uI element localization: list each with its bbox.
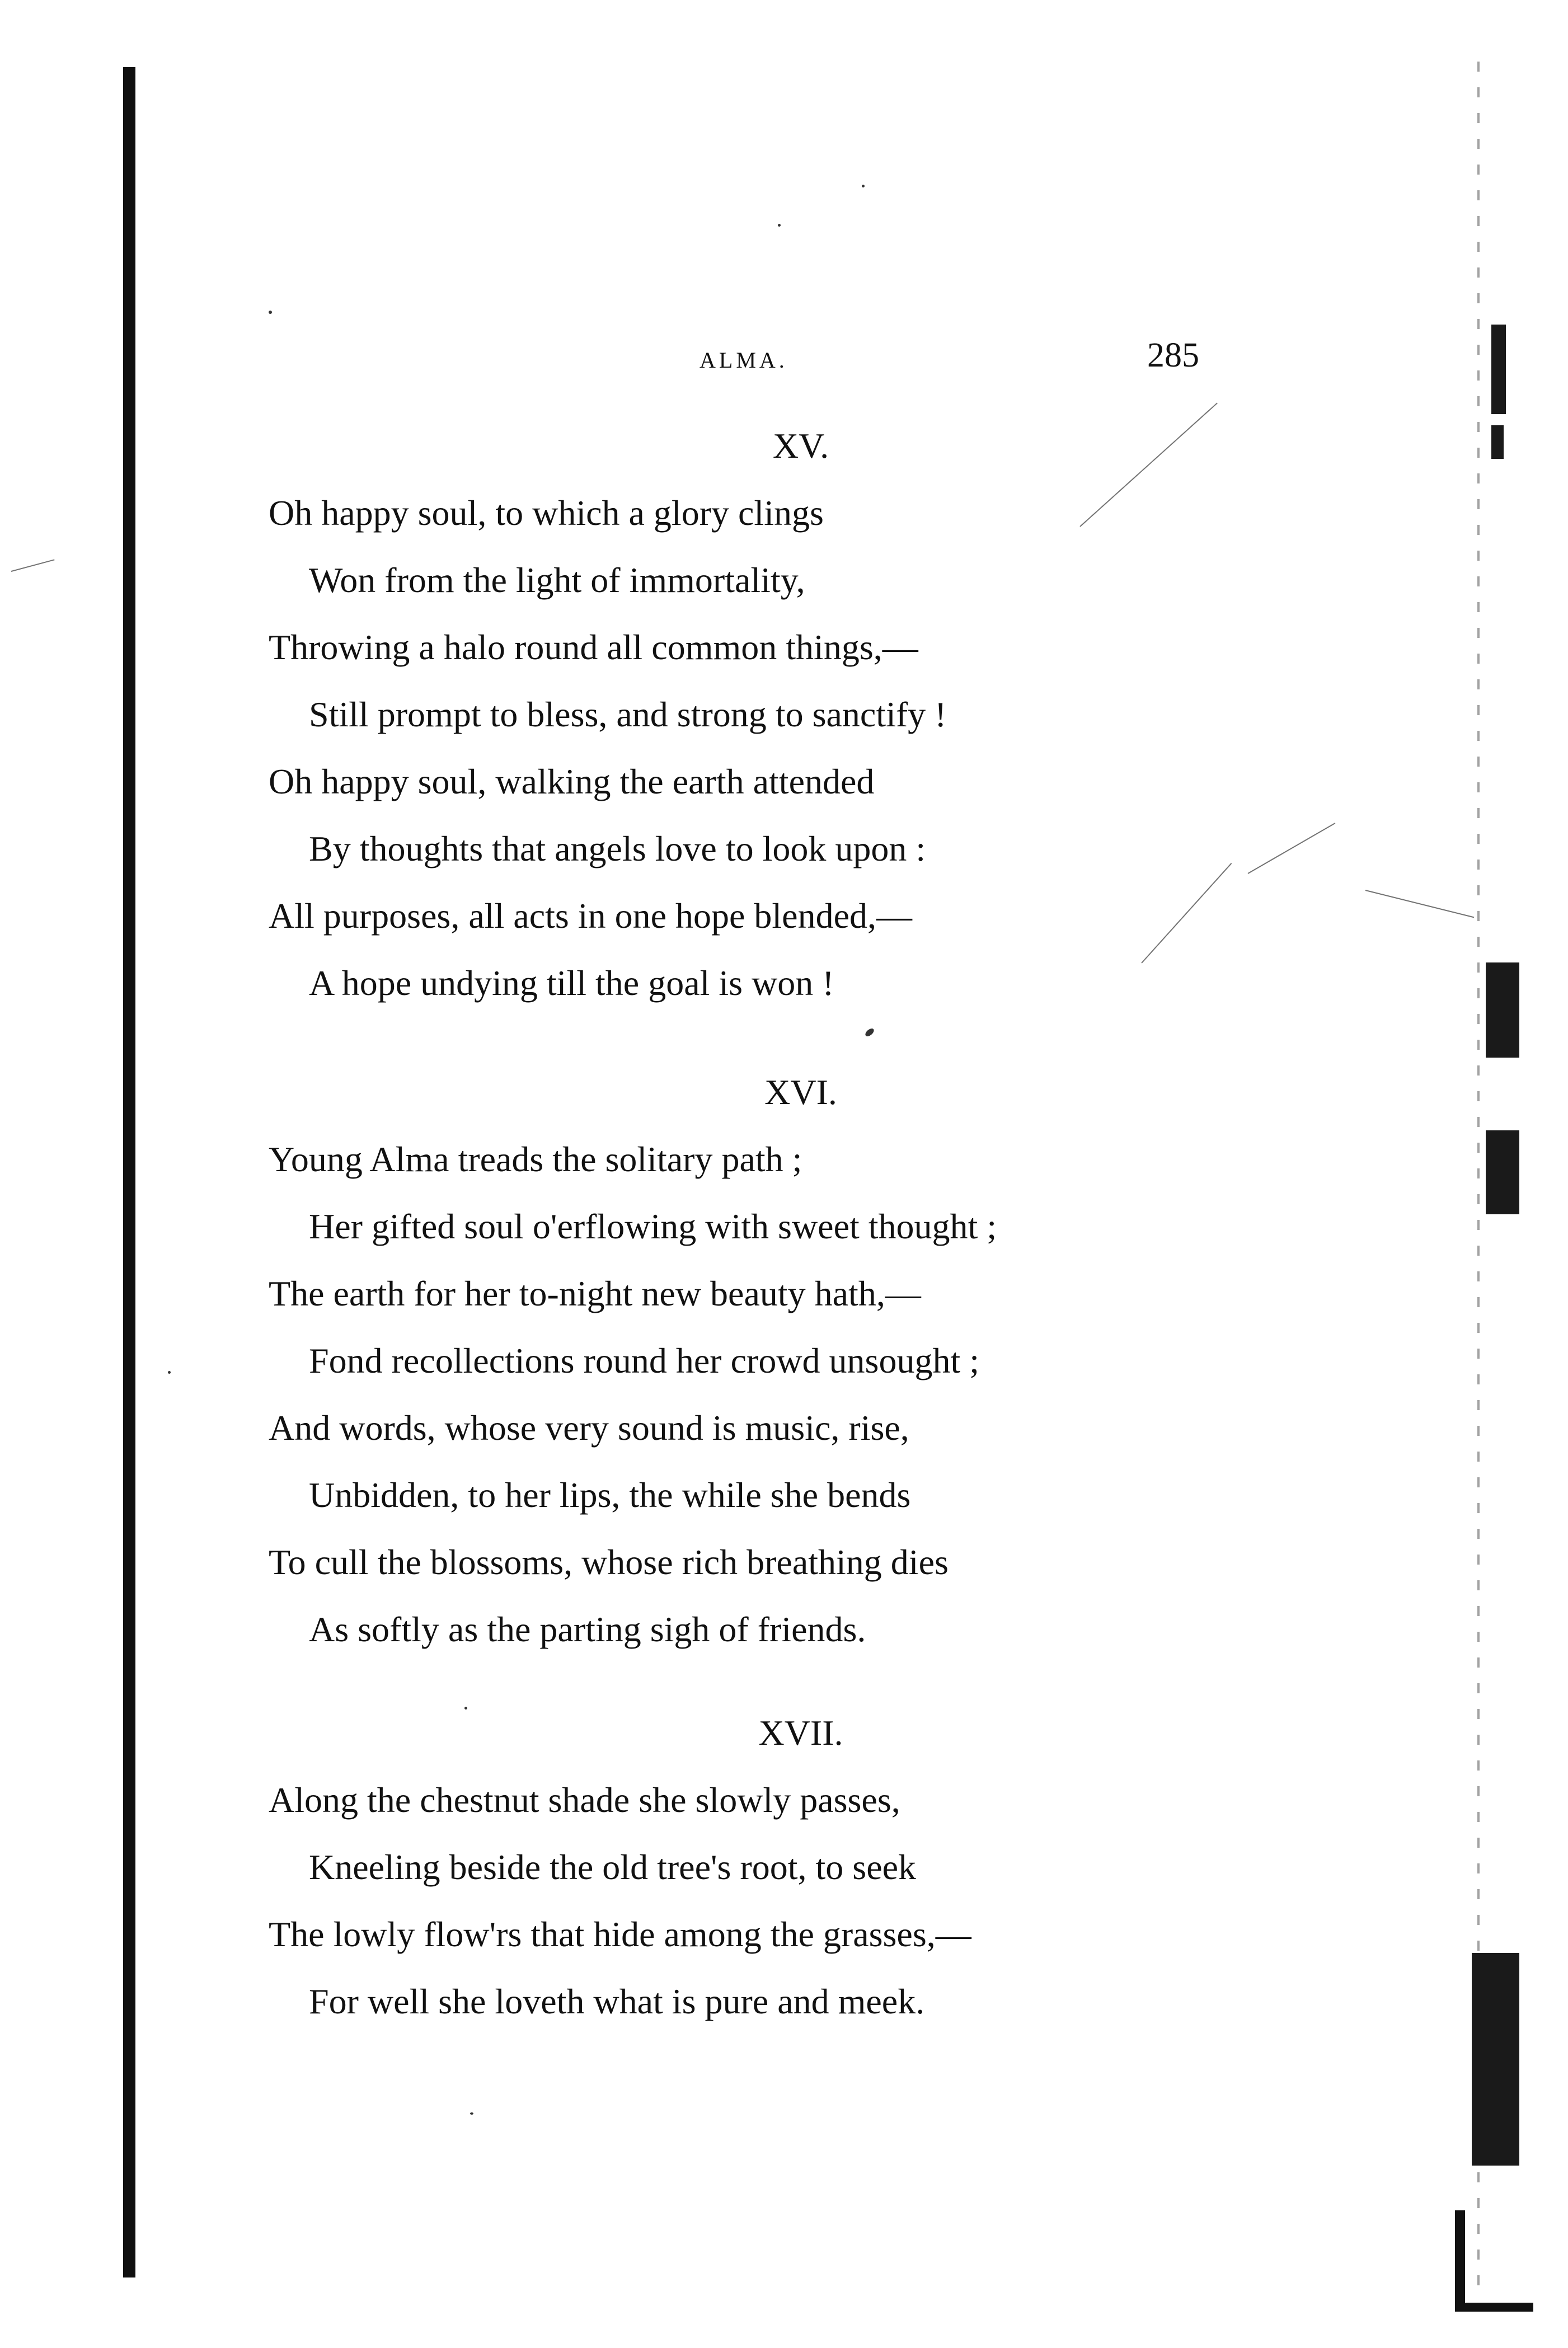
speck (269, 311, 272, 314)
corner-mark (1455, 2303, 1533, 2312)
running-head: ALMA. (700, 347, 788, 373)
pencil-mark (1141, 863, 1232, 964)
stanza-heading: XV. (772, 426, 829, 466)
verse-line: And words, whose very sound is music, rise, (269, 1408, 909, 1448)
verse-line: Young Alma treads the solitary path ; (269, 1139, 802, 1179)
stanza-heading: XVII. (758, 1713, 843, 1753)
verse-line: The lowly flow'rs that hide among the grasses,— (269, 1914, 971, 1954)
page-number: 285 (1147, 336, 1199, 374)
verse-line: Kneeling beside the old tree's root, to seek (309, 1847, 916, 1887)
verse-line: Her gifted soul o'erflowing with sweet thought ; (309, 1206, 997, 1246)
verse-line: The earth for her to-night new beauty hath,— (269, 1274, 921, 1313)
edge-smudge (1472, 1953, 1519, 2166)
verse-line: Oh happy soul, to which a glory clings (269, 493, 824, 533)
pencil-mark (1248, 823, 1336, 874)
pencil-mark (1365, 890, 1475, 918)
edge-smudge (1486, 1130, 1519, 1214)
verse-line: Still prompt to bless, and strong to sanctify ! (309, 694, 947, 734)
speck (862, 185, 865, 187)
verse-line: As softly as the parting sigh of friends. (309, 1609, 866, 1649)
edge-smudge (1486, 962, 1519, 1058)
page-header (0, 336, 1568, 386)
pencil-mark (11, 559, 55, 572)
verse-line: Along the chestnut shade she slowly passes, (269, 1780, 900, 1820)
stanza-heading: XVI. (764, 1072, 837, 1112)
verse-line: Won from the light of immortality, (309, 560, 805, 600)
verse-line: Throwing a halo round all common things,— (269, 627, 918, 667)
verse-line: Unbidden, to her lips, the while she bends (309, 1475, 911, 1515)
verse-line: For well she loveth what is pure and meek. (309, 1981, 925, 2021)
speck (464, 1707, 467, 1710)
verse-line: A hope undying till the goal is won ! (309, 963, 834, 1003)
speck (864, 1027, 875, 1037)
speck (470, 2112, 473, 2115)
speck (778, 224, 781, 227)
verse-line: By thoughts that angels love to look upon : (309, 829, 926, 868)
verse-line: All purposes, all acts in one hope blended,— (269, 896, 912, 936)
corner-mark (1455, 2210, 1465, 2311)
speck (168, 1371, 171, 1374)
verse-line: Fond recollections round her crowd unsought ; (309, 1341, 979, 1380)
binding-edge-bar (123, 67, 135, 2277)
verse-line: To cull the blossoms, whose rich breathing dies (269, 1542, 949, 1582)
verse-line: Oh happy soul, walking the earth attended (269, 762, 875, 801)
